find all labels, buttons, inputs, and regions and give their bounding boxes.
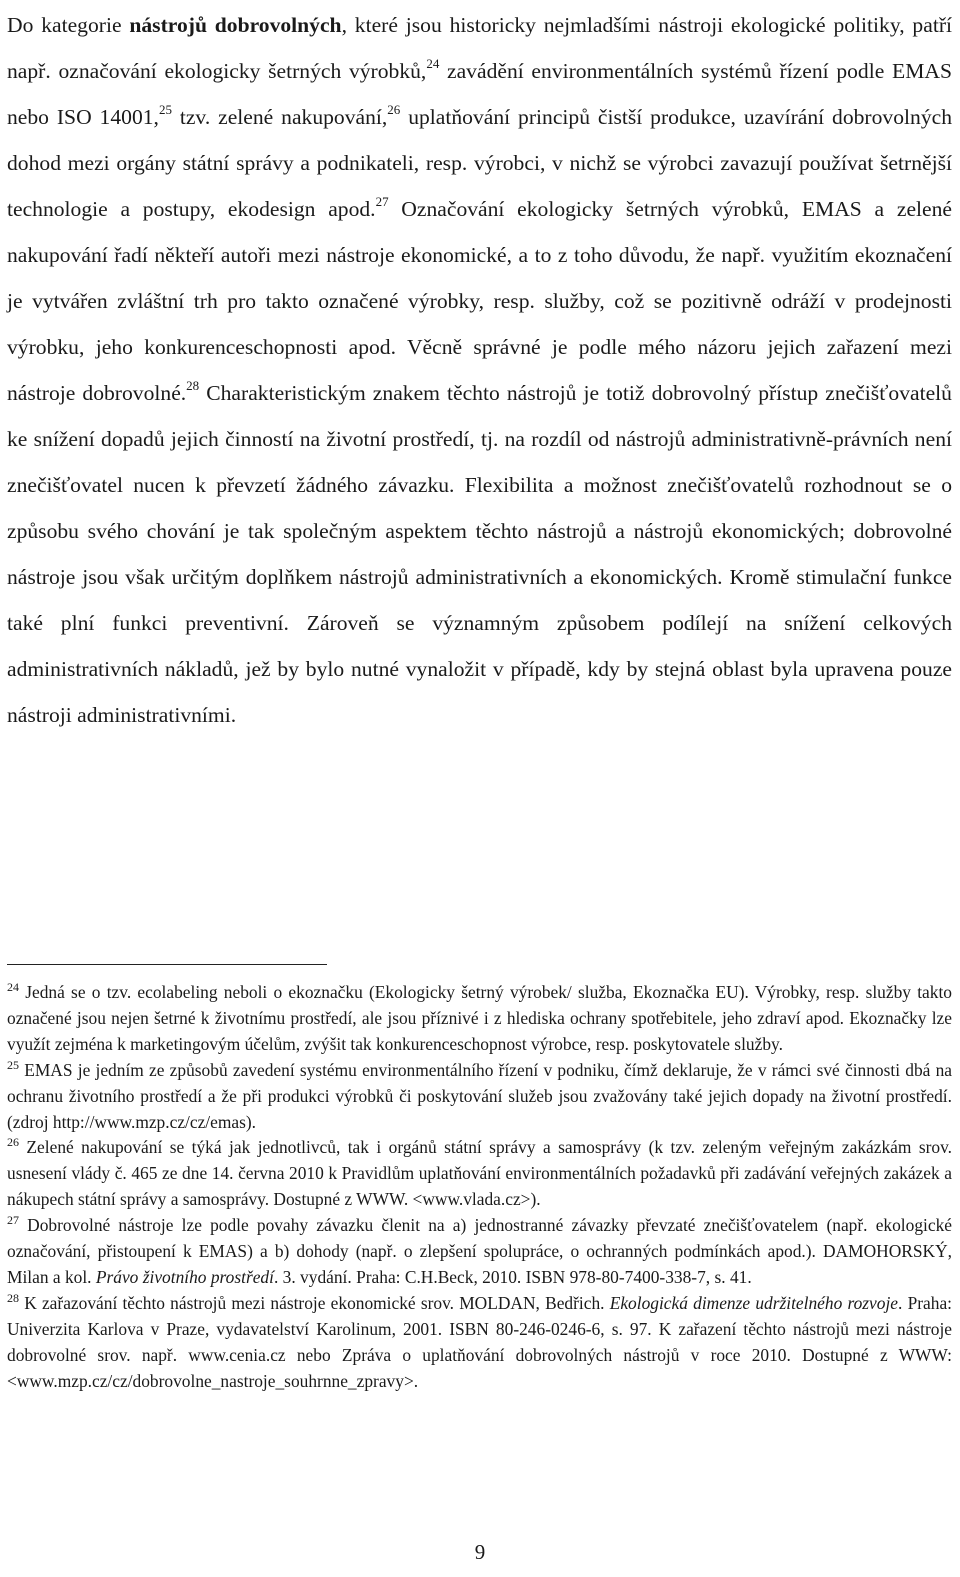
footnote-ref-28[interactable]: 28	[186, 377, 200, 393]
footnote-text: . 3. vydání. Praha: C.H.Beck, 2010. ISBN 978-80-7400-338-7, s. 41.	[273, 1266, 752, 1287]
body-text-4: tzv. zelené nakupování,	[171, 105, 388, 129]
body-text-5: uplatňování principů čistší produkce, uzavírání dobrovolných dohod mezi orgány státní správy a podnikateli, resp. výrobci, v nichž se výrobci zavazují používat šetrnější technologie a postupy, ekodesign apod.	[7, 105, 952, 221]
body-text-6: Označování ekologicky šetrných výrobků, EMAS a zelené nakupování řadí někteří autoři mezi nástroje ekonomické, a to z toho důvodu, že např. využitím ekoznačení je vytvářen zvláštní trh pro takto označené výrobky, resp. služby, což se pozitivně odráží v prodejnosti výrobku, jeho konkurenceschopnosti apod. Věcně správné je podle mého názoru jejich zařazení mezi nástroje dobrovolné.	[7, 197, 952, 405]
footnote-number: 25	[7, 1057, 19, 1072]
footnote-28	[7, 1291, 952, 1395]
footnote-24	[7, 980, 952, 1058]
footnote-number: 26	[7, 1135, 19, 1150]
body-text-2: , které jsou historicky nejmladšími nástroji ekologické politiky, patří např. označování ekologicky šetrných výrobků,	[7, 13, 953, 83]
footnotes-section	[7, 980, 952, 1395]
footnote-25	[7, 1058, 952, 1136]
body-text-7: Charakteristickým znakem těchto nástrojů je totiž dobrovolný přístup znečišťovatelů ke snížení dopadů jejich činností na životní prostředí, tj. na rozdíl od nástrojů administrativně-právních není znečišťovatel nucen k převzetí žádného závazku. Flexibilita a možnost znečišťovatelů rozhodnout se o způsobu svého chování je tak společným aspektem těchto nástrojů a nástrojů ekonomických; dobrovolné nástroje jsou však určitým doplňkem nástrojů administrativních a ekonomických. Kromě stimulační funkce také plní funkci preventivní. Zároveň se významným způsobem podílejí na snížení celkových administrativních nákladů, jež by bylo nutné vynaložit v případě, kdy by stejná oblast byla upravena pouze nástroji administrativními.	[7, 381, 952, 727]
footnote-ref-27[interactable]: 27	[375, 193, 389, 209]
footnote-ref-25[interactable]: 25	[158, 101, 172, 117]
document-page	[7, 0, 953, 1391]
footnote-26	[7, 1135, 952, 1213]
footnote-text: . Praha: Univerzita Karlova v Praze, vydavatelství Karolinum, 2001. ISBN 80-246-0246-6, s. 97. K zařazení těchto nástrojů mezi nástroje dobrovolné srov. např. www.cenia.cz nebo Zpráva o uplatňování dobrovolných nástrojů v roce 2010. Dostupné z WWW: <www.mzp.cz/cz/dobrovolne_nastroje_souhrnne_zpravy>.	[7, 1292, 953, 1391]
footnote-book-title: Ekologická dimenze udržitelného rozvoje	[609, 1292, 899, 1313]
footnote-text: Zelené nakupování se týká jak jednotlivců, tak i orgánů státní správy a samosprávy (k tzv. zeleným veřejným zakázkám srov. usnesení vlády č. 465 ze dne 14. června 2010 k Pravidlům uplatňování environmentálních požadavků při zadávání veřejných zakázek a nákupech státní správy a samosprávy. Dostupné z WWW. <www.vlada.cz>).	[7, 1137, 952, 1210]
footnote-ref-26[interactable]: 26	[387, 101, 401, 117]
footnote-number: 28	[7, 1291, 19, 1306]
footnote-ref-24[interactable]: 24	[426, 55, 440, 71]
footnote-27	[7, 1213, 952, 1291]
footnote-text: Jedná se o tzv. ecolabeling neboli o ekoznačku (Ekologicky šetrný výrobek/ služba, Ekoznačka EU). Výrobky, resp. služby takto označené jsou nejen šetrné k životnímu prostředí, ale jsou příznivé i z hlediska ochrany spotřebitele, jeho zdraví apod. Ekoznačky lze využít zejména k marketingovým účelům, zvýšit tak konkurenceschopnost výrobce, resp. poskytovatele služby.	[7, 982, 952, 1054]
footnote-text: Dobrovolné nástroje lze podle povahy závazku členit na a) jednostranné závazky převzaté znečišťovatelem (např. ekologické označování, přistoupení k EMAS) a b) dohody (např. o zlepšení spolupráce, o ochranných podmínkách apod.). DAMOHORSKÝ, Milan a kol.	[7, 1215, 952, 1287]
footnote-number: 24	[7, 980, 19, 995]
footnote-text: EMAS je jedním ze způsobů zavedení systému environmentálního řízení v podniku, čímž deklaruje, že v rámci své činnosti dbá na ochranu životního prostředí a že při produkci výrobků či poskytování služeb jsou zvažovány také jejich dopady na životní prostředí. (zdroj http://www.mzp.cz/cz/emas).	[7, 1059, 952, 1132]
page-number: 9	[474, 1540, 486, 1564]
footnote-text: K zařazování těchto nástrojů mezi nástroje ekonomické srov. MOLDAN, Bedřich.	[19, 1292, 610, 1313]
footnote-number: 27	[7, 1213, 19, 1228]
body-bold-term: nástrojů dobrovolných	[129, 13, 342, 37]
body-text-3: zavádění environmentálních systémů řízení podle EMAS nebo ISO 14001,	[7, 59, 952, 129]
footnote-book-title: Právo životního prostředí	[95, 1266, 274, 1287]
footnote-separator	[7, 964, 327, 965]
body-text-1: Do kategorie	[7, 13, 130, 37]
main-paragraph	[7, 0, 952, 738]
